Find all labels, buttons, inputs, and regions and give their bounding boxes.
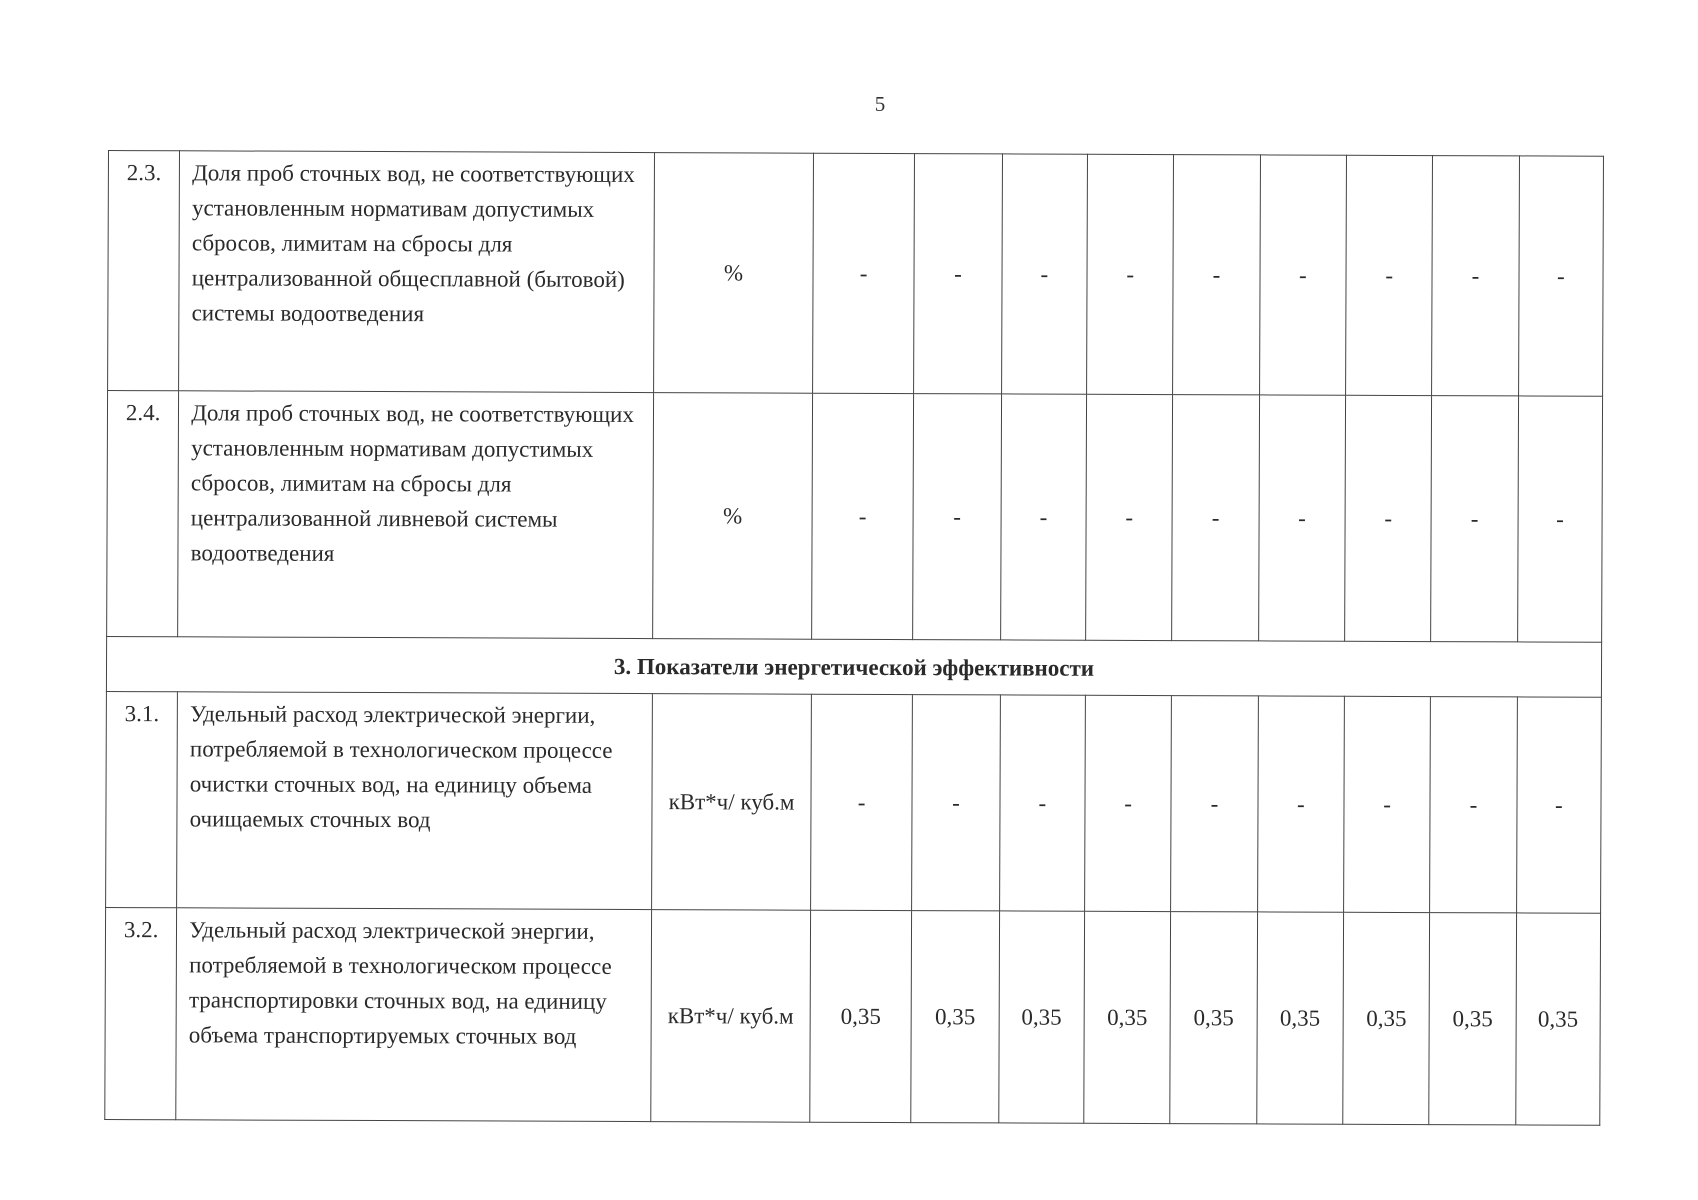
- value-cell: -: [1258, 395, 1345, 641]
- indicator-description: Удельный расход электрической энергии, потребляемой в технологическом процессе очистки сточных вод, на единицу объема очищаемых сточных вод: [177, 692, 653, 910]
- value-cell: -: [1346, 155, 1433, 395]
- value-cell: -: [1173, 155, 1260, 395]
- value-cell: 0,35: [810, 910, 912, 1122]
- indicator-description: Доля проб сточных вод, не соответствующих установленным нормативам допустимых сбросов, лимитам на сбросы для централизованной общесплавной (бытовой) системы водоотведения: [179, 151, 655, 393]
- table-row: [108, 151, 1604, 397]
- value-cell: 0,35: [1429, 913, 1516, 1125]
- value-cell: -: [1344, 696, 1431, 912]
- page-number: 5: [874, 92, 886, 116]
- value-cell: 0,35: [1343, 912, 1430, 1124]
- unit-cell: кВт*ч/ куб.м: [651, 910, 810, 1123]
- row-number: 2.4.: [107, 391, 179, 637]
- indicator-description: Доля проб сточных вод, не соответствующих установленным нормативам допустимых сбросов, лимитам на сбросы для централизованной ливневой системы водоотведения: [178, 391, 654, 639]
- section-title: 3. Показатели энергетической эффективности: [106, 636, 1601, 697]
- value-cell: 0,35: [911, 911, 999, 1123]
- value-cell: -: [812, 153, 914, 393]
- table-row: [106, 691, 1602, 913]
- unit-cell: %: [654, 153, 814, 394]
- value-cell: -: [810, 694, 912, 910]
- value-cell: -: [914, 154, 1002, 394]
- value-cell: 0,35: [1256, 912, 1343, 1124]
- table-row: [105, 907, 1601, 1125]
- value-cell: -: [913, 394, 1001, 640]
- row-number: 3.2.: [105, 907, 177, 1119]
- value-cell: 0,35: [1170, 912, 1257, 1124]
- value-cell: -: [1516, 697, 1601, 913]
- value-cell: -: [1430, 697, 1517, 913]
- value-cell: -: [1517, 396, 1602, 642]
- value-cell: -: [999, 695, 1085, 911]
- value-cell: -: [1257, 696, 1344, 912]
- value-cell: -: [1431, 396, 1518, 642]
- value-cell: -: [1172, 395, 1259, 641]
- value-cell: -: [1518, 156, 1603, 396]
- value-cell: -: [1087, 154, 1174, 394]
- value-cell: -: [1345, 395, 1432, 641]
- value-cell: -: [912, 695, 1000, 911]
- value-cell: -: [1085, 695, 1172, 911]
- value-cell: 0,35: [1515, 913, 1600, 1125]
- value-cell: -: [811, 393, 913, 639]
- unit-cell: %: [653, 393, 813, 640]
- value-cell: -: [1171, 696, 1258, 912]
- row-number: 3.1.: [106, 691, 178, 907]
- row-number: 2.3.: [108, 151, 180, 391]
- value-cell: -: [1432, 156, 1519, 396]
- value-cell: 0,35: [1084, 911, 1171, 1123]
- table-row: [107, 391, 1603, 643]
- unit-cell: кВт*ч/ куб.м: [652, 694, 812, 911]
- indicator-description: Удельный расход электрической энергии, потребляемой в технологическом процессе транспортировки сточных вод, на единицу объема транспортируемых сточных вод: [176, 908, 652, 1122]
- value-cell: -: [1000, 394, 1086, 640]
- section-header-row: [106, 636, 1601, 697]
- value-cell: -: [1001, 154, 1087, 394]
- value-cell: -: [1259, 155, 1346, 395]
- value-cell: -: [1086, 394, 1173, 640]
- indicators-table: [104, 150, 1604, 1126]
- value-cell: 0,35: [998, 911, 1084, 1123]
